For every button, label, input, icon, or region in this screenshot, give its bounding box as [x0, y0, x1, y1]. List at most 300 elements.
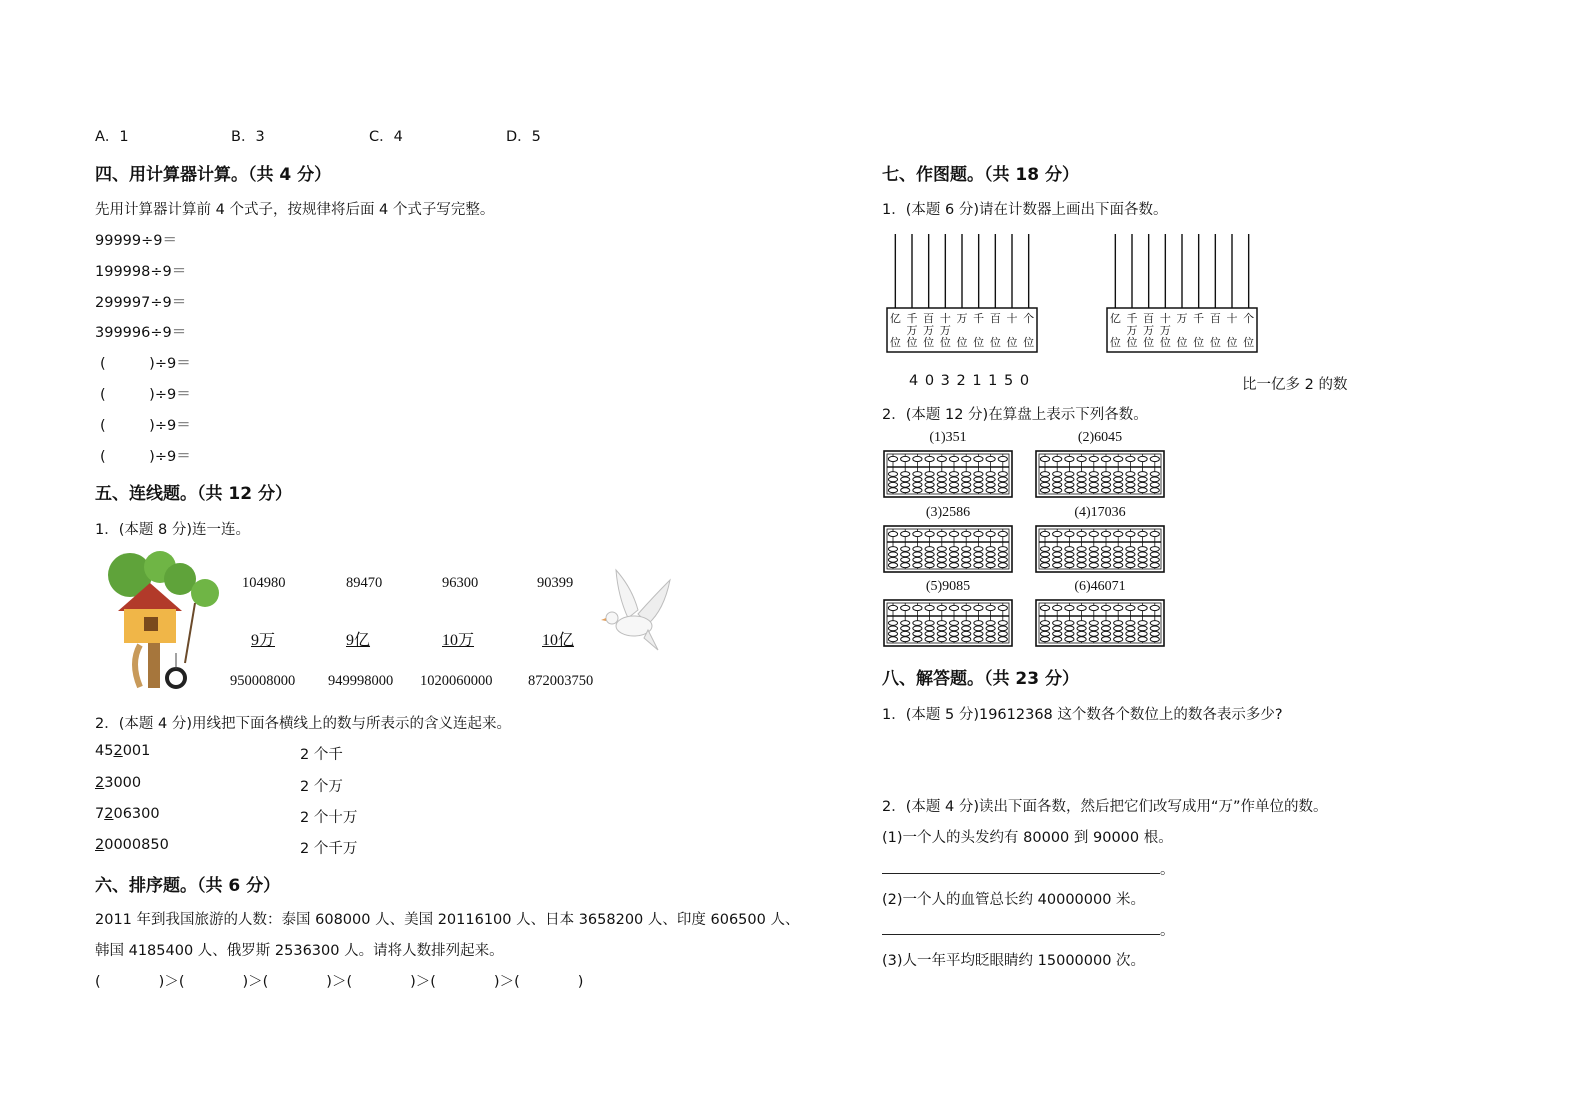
abacus-bead[interactable] — [888, 547, 897, 552]
abacus-bead[interactable] — [949, 563, 958, 568]
abacus-bead[interactable] — [949, 621, 958, 626]
abacus-bead[interactable] — [1053, 557, 1062, 562]
abacus-bead[interactable] — [1077, 472, 1086, 477]
abacus-bead[interactable] — [888, 482, 897, 487]
abacus-bead[interactable] — [974, 472, 983, 477]
abacus-bead[interactable] — [1138, 557, 1147, 562]
abacus-bead[interactable] — [949, 477, 958, 482]
abacus-bead[interactable] — [986, 631, 995, 636]
abacus-bead[interactable] — [888, 605, 897, 610]
abacus-bead[interactable] — [901, 626, 910, 631]
abacus-bead[interactable] — [1114, 477, 1123, 482]
abacus-bead[interactable] — [937, 472, 946, 477]
abacus-bead[interactable] — [1150, 605, 1159, 610]
abacus-bead[interactable] — [1065, 531, 1074, 536]
abacus[interactable] — [883, 599, 1013, 647]
abacus-bead[interactable] — [949, 605, 958, 610]
abacus-bead[interactable] — [925, 552, 934, 557]
abacus-bead[interactable] — [1053, 563, 1062, 568]
abacus-bead[interactable] — [925, 557, 934, 562]
abacus-bead[interactable] — [888, 531, 897, 536]
abacus-bead[interactable] — [888, 626, 897, 631]
abacus-bead[interactable] — [986, 563, 995, 568]
abacus-bead[interactable] — [1138, 563, 1147, 568]
abacus-bead[interactable] — [925, 631, 934, 636]
abacus-bead[interactable] — [913, 605, 922, 610]
abacus-bead[interactable] — [1065, 477, 1074, 482]
abacus-bead[interactable] — [925, 637, 934, 642]
abacus-bead[interactable] — [888, 552, 897, 557]
abacus-bead[interactable] — [901, 531, 910, 536]
abacus-bead[interactable] — [1077, 626, 1086, 631]
abacus-bead[interactable] — [986, 637, 995, 642]
abacus-bead[interactable] — [974, 557, 983, 562]
abacus-bead[interactable] — [1126, 547, 1135, 552]
abacus-bead[interactable] — [1089, 552, 1098, 557]
abacus-bead[interactable] — [1101, 547, 1110, 552]
abacus-bead[interactable] — [888, 472, 897, 477]
abacus-bead[interactable] — [1077, 557, 1086, 562]
abacus-bead[interactable] — [949, 547, 958, 552]
abacus-bead[interactable] — [901, 631, 910, 636]
abacus-bead[interactable] — [901, 482, 910, 487]
abacus[interactable] — [883, 450, 1013, 498]
abacus-bead[interactable] — [937, 477, 946, 482]
abacus-bead[interactable] — [1089, 626, 1098, 631]
abacus-bead[interactable] — [974, 482, 983, 487]
abacus-bead[interactable] — [1101, 563, 1110, 568]
abacus-bead[interactable] — [1114, 605, 1123, 610]
abacus-bead[interactable] — [1138, 552, 1147, 557]
abacus-bead[interactable] — [1150, 531, 1159, 536]
abacus-bead[interactable] — [949, 531, 958, 536]
abacus-bead[interactable] — [986, 488, 995, 493]
abacus-bead[interactable] — [986, 456, 995, 461]
abacus-bead[interactable] — [986, 552, 995, 557]
abacus-bead[interactable] — [1053, 637, 1062, 642]
abacus-bead[interactable] — [998, 472, 1007, 477]
abacus-bead[interactable] — [1138, 482, 1147, 487]
abacus-bead[interactable] — [1065, 456, 1074, 461]
abacus-bead[interactable] — [1065, 626, 1074, 631]
abacus-bead[interactable] — [913, 621, 922, 626]
abacus-bead[interactable] — [1089, 477, 1098, 482]
abacus-bead[interactable] — [1053, 605, 1062, 610]
abacus-bead[interactable] — [1101, 557, 1110, 562]
abacus-bead[interactable] — [998, 605, 1007, 610]
abacus-bead[interactable] — [1150, 626, 1159, 631]
abacus-bead[interactable] — [1040, 563, 1049, 568]
abacus-bead[interactable] — [937, 482, 946, 487]
abacus-bead[interactable] — [962, 547, 971, 552]
abacus-bead[interactable] — [937, 637, 946, 642]
abacus-bead[interactable] — [962, 637, 971, 642]
abacus-bead[interactable] — [962, 563, 971, 568]
abacus-bead[interactable] — [1114, 482, 1123, 487]
abacus-bead[interactable] — [1126, 605, 1135, 610]
abacus-bead[interactable] — [1077, 488, 1086, 493]
abacus-bead[interactable] — [1126, 488, 1135, 493]
abacus-bead[interactable] — [1089, 563, 1098, 568]
abacus-bead[interactable] — [937, 626, 946, 631]
abacus-bead[interactable] — [949, 631, 958, 636]
abacus-bead[interactable] — [1114, 626, 1123, 631]
abacus-bead[interactable] — [1065, 621, 1074, 626]
abacus-bead[interactable] — [901, 472, 910, 477]
abacus-bead[interactable] — [998, 557, 1007, 562]
abacus[interactable] — [883, 525, 1013, 573]
blank-expr-4[interactable]: ( )÷9＝ — [100, 449, 191, 465]
abacus-bead[interactable] — [888, 477, 897, 482]
abacus-bead[interactable] — [998, 547, 1007, 552]
abacus-bead[interactable] — [913, 626, 922, 631]
abacus-bead[interactable] — [1065, 631, 1074, 636]
abacus-bead[interactable] — [925, 488, 934, 493]
abacus-bead[interactable] — [888, 637, 897, 642]
abacus-bead[interactable] — [1040, 456, 1049, 461]
abacus-bead[interactable] — [1040, 557, 1049, 562]
abacus-bead[interactable] — [1101, 488, 1110, 493]
abacus-bead[interactable] — [1077, 563, 1086, 568]
abacus-bead[interactable] — [974, 477, 983, 482]
abacus-bead[interactable] — [962, 631, 971, 636]
abacus-bead[interactable] — [1040, 637, 1049, 642]
blank-expr-1[interactable]: ( )÷9＝ — [100, 356, 191, 372]
abacus-bead[interactable] — [1065, 482, 1074, 487]
abacus-bead[interactable] — [888, 621, 897, 626]
abacus-bead[interactable] — [1138, 621, 1147, 626]
abacus-bead[interactable] — [888, 456, 897, 461]
abacus-bead[interactable] — [998, 631, 1007, 636]
abacus-bead[interactable] — [1089, 531, 1098, 536]
abacus-bead[interactable] — [901, 552, 910, 557]
abacus-bead[interactable] — [949, 482, 958, 487]
abacus-bead[interactable] — [901, 605, 910, 610]
abacus-bead[interactable] — [937, 557, 946, 562]
abacus-bead[interactable] — [1150, 482, 1159, 487]
abacus-bead[interactable] — [1040, 482, 1049, 487]
abacus-bead[interactable] — [1150, 547, 1159, 552]
abacus-bead[interactable] — [1101, 631, 1110, 636]
abacus-bead[interactable] — [925, 456, 934, 461]
abacus-bead[interactable] — [962, 477, 971, 482]
abacus-bead[interactable] — [986, 472, 995, 477]
abacus-bead[interactable] — [1101, 456, 1110, 461]
abacus-bead[interactable] — [1089, 547, 1098, 552]
abacus-bead[interactable] — [1040, 472, 1049, 477]
abacus-bead[interactable] — [901, 488, 910, 493]
abacus-bead[interactable] — [998, 531, 1007, 536]
abacus-bead[interactable] — [1089, 621, 1098, 626]
abacus-bead[interactable] — [1126, 621, 1135, 626]
abacus-bead[interactable] — [1040, 552, 1049, 557]
abacus-bead[interactable] — [998, 626, 1007, 631]
abacus-bead[interactable] — [901, 563, 910, 568]
abacus-bead[interactable] — [998, 488, 1007, 493]
abacus-bead[interactable] — [913, 547, 922, 552]
abacus-bead[interactable] — [901, 477, 910, 482]
abacus-bead[interactable] — [1040, 488, 1049, 493]
abacus-bead[interactable] — [1089, 482, 1098, 487]
abacus-bead[interactable] — [1089, 605, 1098, 610]
abacus-bead[interactable] — [974, 531, 983, 536]
abacus-bead[interactable] — [1138, 626, 1147, 631]
abacus-bead[interactable] — [986, 547, 995, 552]
abacus-bead[interactable] — [1089, 456, 1098, 461]
abacus-bead[interactable] — [1150, 621, 1159, 626]
abacus-bead[interactable] — [1150, 557, 1159, 562]
abacus-bead[interactable] — [974, 621, 983, 626]
abacus-bead[interactable] — [1040, 477, 1049, 482]
abacus-bead[interactable] — [962, 621, 971, 626]
abacus-bead[interactable] — [888, 563, 897, 568]
abacus-bead[interactable] — [1053, 552, 1062, 557]
abacus-bead[interactable] — [1126, 472, 1135, 477]
abacus-bead[interactable] — [1089, 488, 1098, 493]
section-6-answer[interactable]: ( )＞( )＞( )＞( )＞( )＞( ) — [95, 974, 584, 990]
abacus-bead[interactable] — [1126, 631, 1135, 636]
abacus-bead[interactable] — [1077, 552, 1086, 557]
abacus-bead[interactable] — [901, 557, 910, 562]
abacus-bead[interactable] — [962, 456, 971, 461]
abacus-bead[interactable] — [1126, 531, 1135, 536]
abacus-bead[interactable] — [962, 605, 971, 610]
abacus-bead[interactable] — [1040, 605, 1049, 610]
abacus-bead[interactable] — [1150, 631, 1159, 636]
abacus-bead[interactable] — [913, 552, 922, 557]
abacus-bead[interactable] — [986, 482, 995, 487]
abacus-bead[interactable] — [913, 637, 922, 642]
abacus-bead[interactable] — [1053, 477, 1062, 482]
abacus-bead[interactable] — [1150, 488, 1159, 493]
answer-line-1[interactable] — [882, 873, 1160, 874]
abacus-bead[interactable] — [1101, 472, 1110, 477]
abacus-bead[interactable] — [1101, 637, 1110, 642]
abacus-bead[interactable] — [1053, 456, 1062, 461]
abacus-bead[interactable] — [1150, 472, 1159, 477]
abacus-bead[interactable] — [1089, 631, 1098, 636]
abacus-bead[interactable] — [998, 477, 1007, 482]
abacus-bead[interactable] — [998, 456, 1007, 461]
abacus-bead[interactable] — [1077, 605, 1086, 610]
abacus-bead[interactable] — [986, 557, 995, 562]
abacus-bead[interactable] — [925, 547, 934, 552]
abacus-bead[interactable] — [925, 621, 934, 626]
abacus-bead[interactable] — [1077, 621, 1086, 626]
abacus-bead[interactable] — [1114, 456, 1123, 461]
abacus-bead[interactable] — [1138, 637, 1147, 642]
abacus-bead[interactable] — [1077, 547, 1086, 552]
abacus-bead[interactable] — [913, 557, 922, 562]
abacus-bead[interactable] — [962, 472, 971, 477]
abacus-bead[interactable] — [949, 637, 958, 642]
abacus-bead[interactable] — [925, 605, 934, 610]
abacus-bead[interactable] — [1077, 637, 1086, 642]
counter-1[interactable] — [885, 234, 1040, 356]
abacus-bead[interactable] — [901, 456, 910, 461]
abacus-bead[interactable] — [1114, 637, 1123, 642]
abacus-bead[interactable] — [1053, 482, 1062, 487]
abacus-bead[interactable] — [913, 472, 922, 477]
abacus-bead[interactable] — [937, 547, 946, 552]
abacus-bead[interactable] — [1065, 557, 1074, 562]
abacus-bead[interactable] — [1065, 552, 1074, 557]
abacus-bead[interactable] — [1114, 531, 1123, 536]
abacus-bead[interactable] — [901, 621, 910, 626]
abacus-bead[interactable] — [962, 482, 971, 487]
abacus-bead[interactable] — [1150, 563, 1159, 568]
abacus-bead[interactable] — [1101, 531, 1110, 536]
abacus-bead[interactable] — [1040, 621, 1049, 626]
abacus-bead[interactable] — [986, 531, 995, 536]
abacus-bead[interactable] — [1101, 482, 1110, 487]
abacus-bead[interactable] — [1150, 552, 1159, 557]
abacus-bead[interactable] — [1077, 477, 1086, 482]
abacus-bead[interactable] — [1114, 563, 1123, 568]
abacus-bead[interactable] — [1126, 456, 1135, 461]
abacus-bead[interactable] — [986, 477, 995, 482]
abacus-bead[interactable] — [1138, 531, 1147, 536]
abacus-bead[interactable] — [962, 557, 971, 562]
abacus-bead[interactable] — [1126, 563, 1135, 568]
abacus-bead[interactable] — [925, 482, 934, 487]
abacus-bead[interactable] — [998, 637, 1007, 642]
abacus-bead[interactable] — [1114, 557, 1123, 562]
abacus-bead[interactable] — [1065, 547, 1074, 552]
abacus-bead[interactable] — [962, 626, 971, 631]
abacus-bead[interactable] — [937, 563, 946, 568]
abacus-bead[interactable] — [949, 557, 958, 562]
abacus-bead[interactable] — [925, 563, 934, 568]
abacus-bead[interactable] — [1126, 482, 1135, 487]
abacus-bead[interactable] — [974, 552, 983, 557]
abacus-bead[interactable] — [913, 482, 922, 487]
abacus-bead[interactable] — [1150, 456, 1159, 461]
abacus-bead[interactable] — [949, 552, 958, 557]
abacus-bead[interactable] — [913, 477, 922, 482]
abacus-bead[interactable] — [1040, 626, 1049, 631]
abacus-bead[interactable] — [1053, 531, 1062, 536]
abacus-bead[interactable] — [1138, 456, 1147, 461]
abacus-bead[interactable] — [1065, 637, 1074, 642]
abacus-bead[interactable] — [1126, 557, 1135, 562]
abacus-bead[interactable] — [1114, 552, 1123, 557]
abacus-bead[interactable] — [1138, 472, 1147, 477]
abacus-bead[interactable] — [1114, 631, 1123, 636]
abacus-bead[interactable] — [1077, 531, 1086, 536]
abacus-bead[interactable] — [1114, 547, 1123, 552]
abacus-bead[interactable] — [937, 488, 946, 493]
abacus-bead[interactable] — [998, 621, 1007, 626]
abacus-bead[interactable] — [937, 531, 946, 536]
abacus-bead[interactable] — [1126, 477, 1135, 482]
abacus-bead[interactable] — [974, 547, 983, 552]
abacus-bead[interactable] — [1114, 472, 1123, 477]
abacus-bead[interactable] — [1089, 557, 1098, 562]
abacus-bead[interactable] — [1126, 552, 1135, 557]
abacus-bead[interactable] — [974, 488, 983, 493]
abacus-bead[interactable] — [962, 552, 971, 557]
abacus-bead[interactable] — [1053, 621, 1062, 626]
abacus[interactable] — [1035, 599, 1165, 647]
abacus-bead[interactable] — [1114, 488, 1123, 493]
abacus-bead[interactable] — [1077, 482, 1086, 487]
abacus-bead[interactable] — [1053, 547, 1062, 552]
abacus-bead[interactable] — [998, 552, 1007, 557]
abacus-bead[interactable] — [1053, 631, 1062, 636]
abacus-bead[interactable] — [974, 456, 983, 461]
abacus-bead[interactable] — [925, 531, 934, 536]
abacus-bead[interactable] — [949, 626, 958, 631]
abacus-bead[interactable] — [1101, 605, 1110, 610]
abacus-bead[interactable] — [1138, 547, 1147, 552]
abacus-bead[interactable] — [925, 626, 934, 631]
blank-expr-2[interactable]: ( )÷9＝ — [100, 387, 191, 403]
abacus-bead[interactable] — [1053, 472, 1062, 477]
abacus-bead[interactable] — [937, 621, 946, 626]
abacus-bead[interactable] — [1150, 477, 1159, 482]
abacus-bead[interactable] — [1040, 547, 1049, 552]
abacus-bead[interactable] — [937, 605, 946, 610]
abacus-bead[interactable] — [1126, 626, 1135, 631]
abacus[interactable] — [1035, 525, 1165, 573]
abacus-bead[interactable] — [998, 563, 1007, 568]
abacus-bead[interactable] — [1089, 637, 1098, 642]
abacus-bead[interactable] — [1065, 472, 1074, 477]
abacus-bead[interactable] — [1040, 531, 1049, 536]
abacus-bead[interactable] — [888, 488, 897, 493]
abacus-bead[interactable] — [913, 631, 922, 636]
abacus-bead[interactable] — [1138, 477, 1147, 482]
counter-2[interactable] — [1105, 234, 1260, 356]
abacus[interactable] — [1035, 450, 1165, 498]
abacus-bead[interactable] — [913, 488, 922, 493]
abacus-bead[interactable] — [986, 626, 995, 631]
abacus-bead[interactable] — [974, 563, 983, 568]
abacus-bead[interactable] — [1138, 488, 1147, 493]
abacus-bead[interactable] — [1114, 621, 1123, 626]
abacus-bead[interactable] — [1138, 631, 1147, 636]
abacus-bead[interactable] — [986, 621, 995, 626]
abacus-bead[interactable] — [962, 531, 971, 536]
answer-line-2[interactable] — [882, 934, 1160, 935]
abacus-bead[interactable] — [1065, 605, 1074, 610]
blank-expr-3[interactable]: ( )÷9＝ — [100, 418, 191, 434]
abacus-bead[interactable] — [998, 482, 1007, 487]
abacus-bead[interactable] — [913, 456, 922, 461]
abacus-bead[interactable] — [901, 547, 910, 552]
abacus-bead[interactable] — [1065, 488, 1074, 493]
abacus-bead[interactable] — [901, 637, 910, 642]
abacus-bead[interactable] — [974, 637, 983, 642]
abacus-bead[interactable] — [913, 563, 922, 568]
abacus-bead[interactable] — [937, 631, 946, 636]
abacus-bead[interactable] — [1053, 626, 1062, 631]
abacus-bead[interactable] — [1077, 456, 1086, 461]
abacus-bead[interactable] — [1101, 552, 1110, 557]
abacus-bead[interactable] — [949, 488, 958, 493]
abacus-bead[interactable] — [1101, 477, 1110, 482]
abacus-bead[interactable] — [937, 456, 946, 461]
abacus-bead[interactable] — [1040, 631, 1049, 636]
abacus-bead[interactable] — [962, 488, 971, 493]
abacus-bead[interactable] — [974, 626, 983, 631]
abacus-bead[interactable] — [1077, 631, 1086, 636]
abacus-bead[interactable] — [949, 472, 958, 477]
abacus-bead[interactable] — [925, 477, 934, 482]
abacus-bead[interactable] — [1101, 621, 1110, 626]
abacus-bead[interactable] — [949, 456, 958, 461]
